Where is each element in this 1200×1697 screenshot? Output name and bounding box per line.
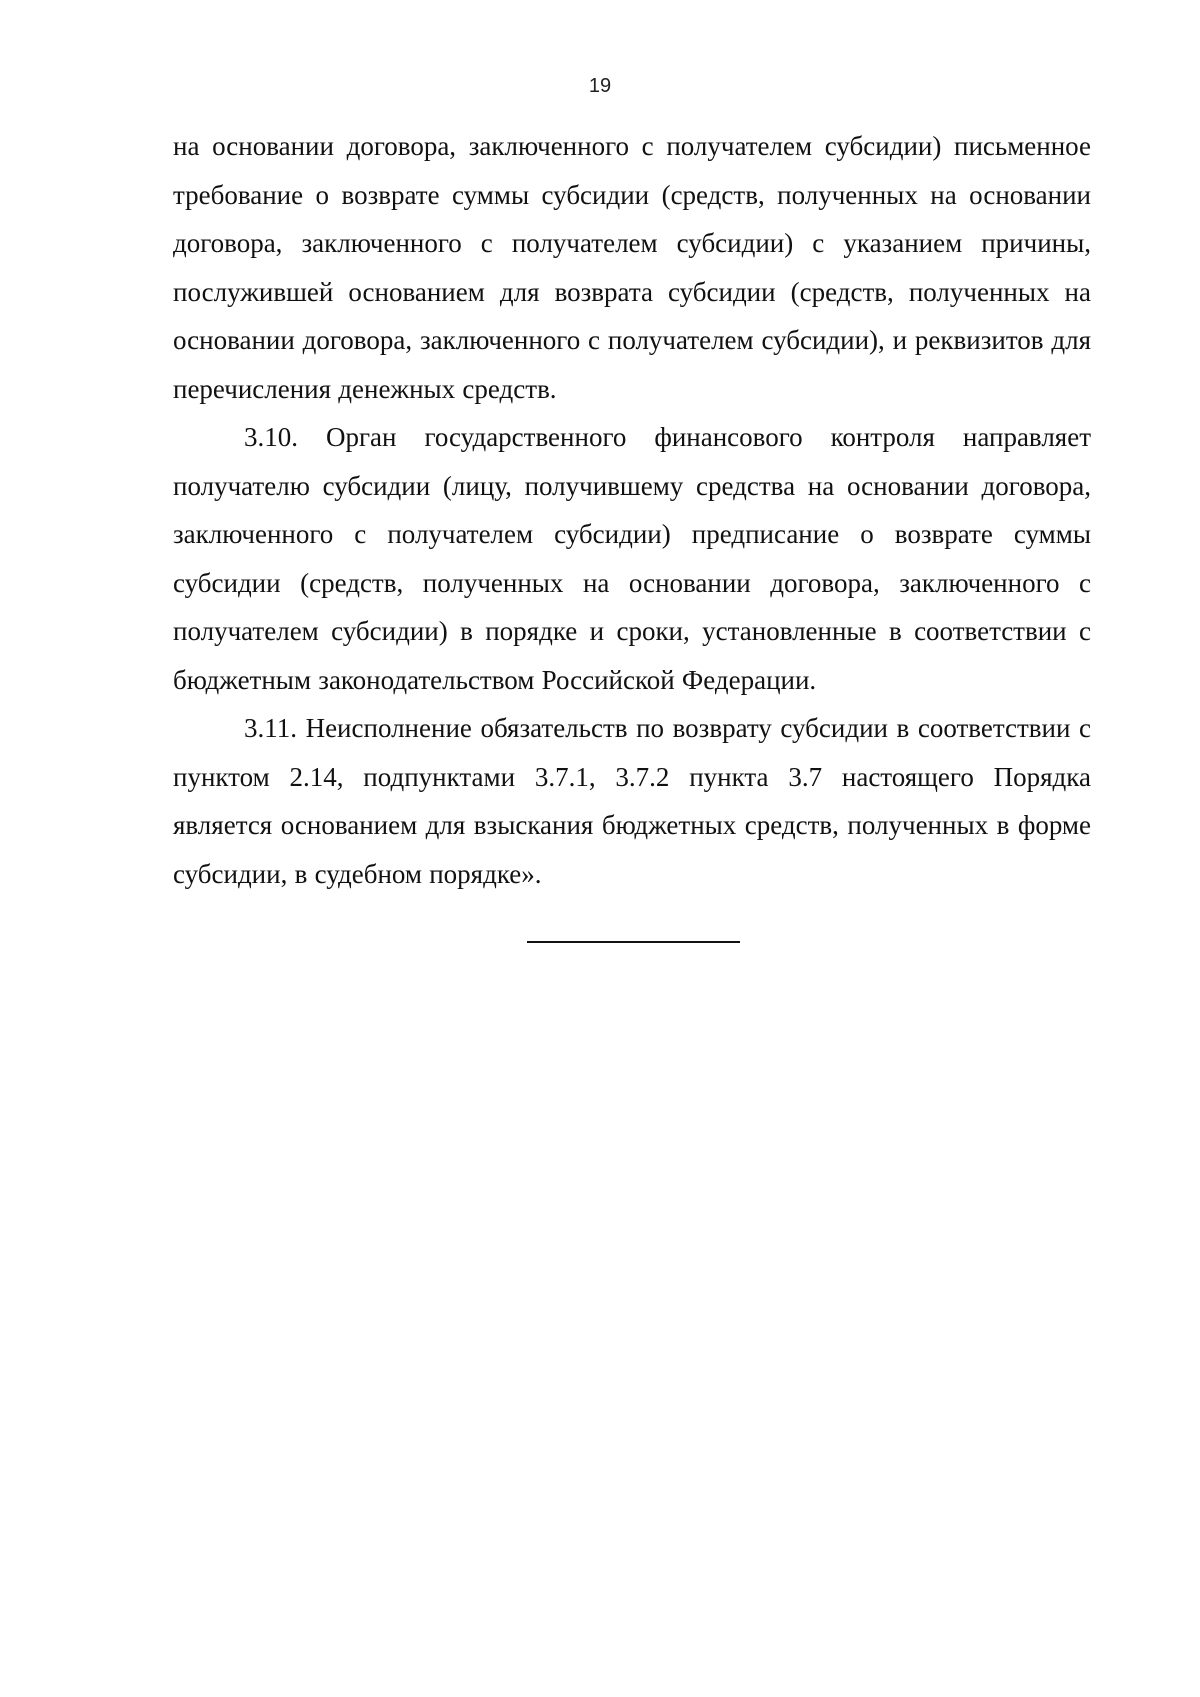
document-body [173, 122, 1091, 898]
end-separator-line [527, 941, 740, 943]
page-number: 19 [588, 75, 612, 97]
paragraph-3-10: 3.10. Орган государственного финансового контроля направляет получателю субсидии (лицу, получившему средства на основании договора, заключенного с получателем субсидии) предписание о возврате суммы субсидии (средств, полученных на основании договора, заключенного с получателем субсидии) в порядке и сроки, установленные в соответствии с бюджетным законодательством Российской Федерации. [173, 422, 1091, 695]
paragraph-continuation: на основании договора, заключенного с получателем субсидии) письменное требование о возврате суммы субсидии (средств, полученных на основании договора, заключенного с получателем субсидии) с указанием причины, послужившей основанием для возврата субсидии (средств, полученных на основании договора, заключенного с получателем субсидии), и реквизитов для перечисления денежных средств. [173, 131, 1091, 404]
paragraph-3-11: 3.11. Неисполнение обязательств по возврату субсидии в соответствии с пунктом 2.14, подпунктами 3.7.1, 3.7.2 пункта 3.7 настоящего Порядка является основанием для взыскания бюджетных средств, полученных в форме субсидии, в судебном порядке». [173, 713, 1091, 889]
